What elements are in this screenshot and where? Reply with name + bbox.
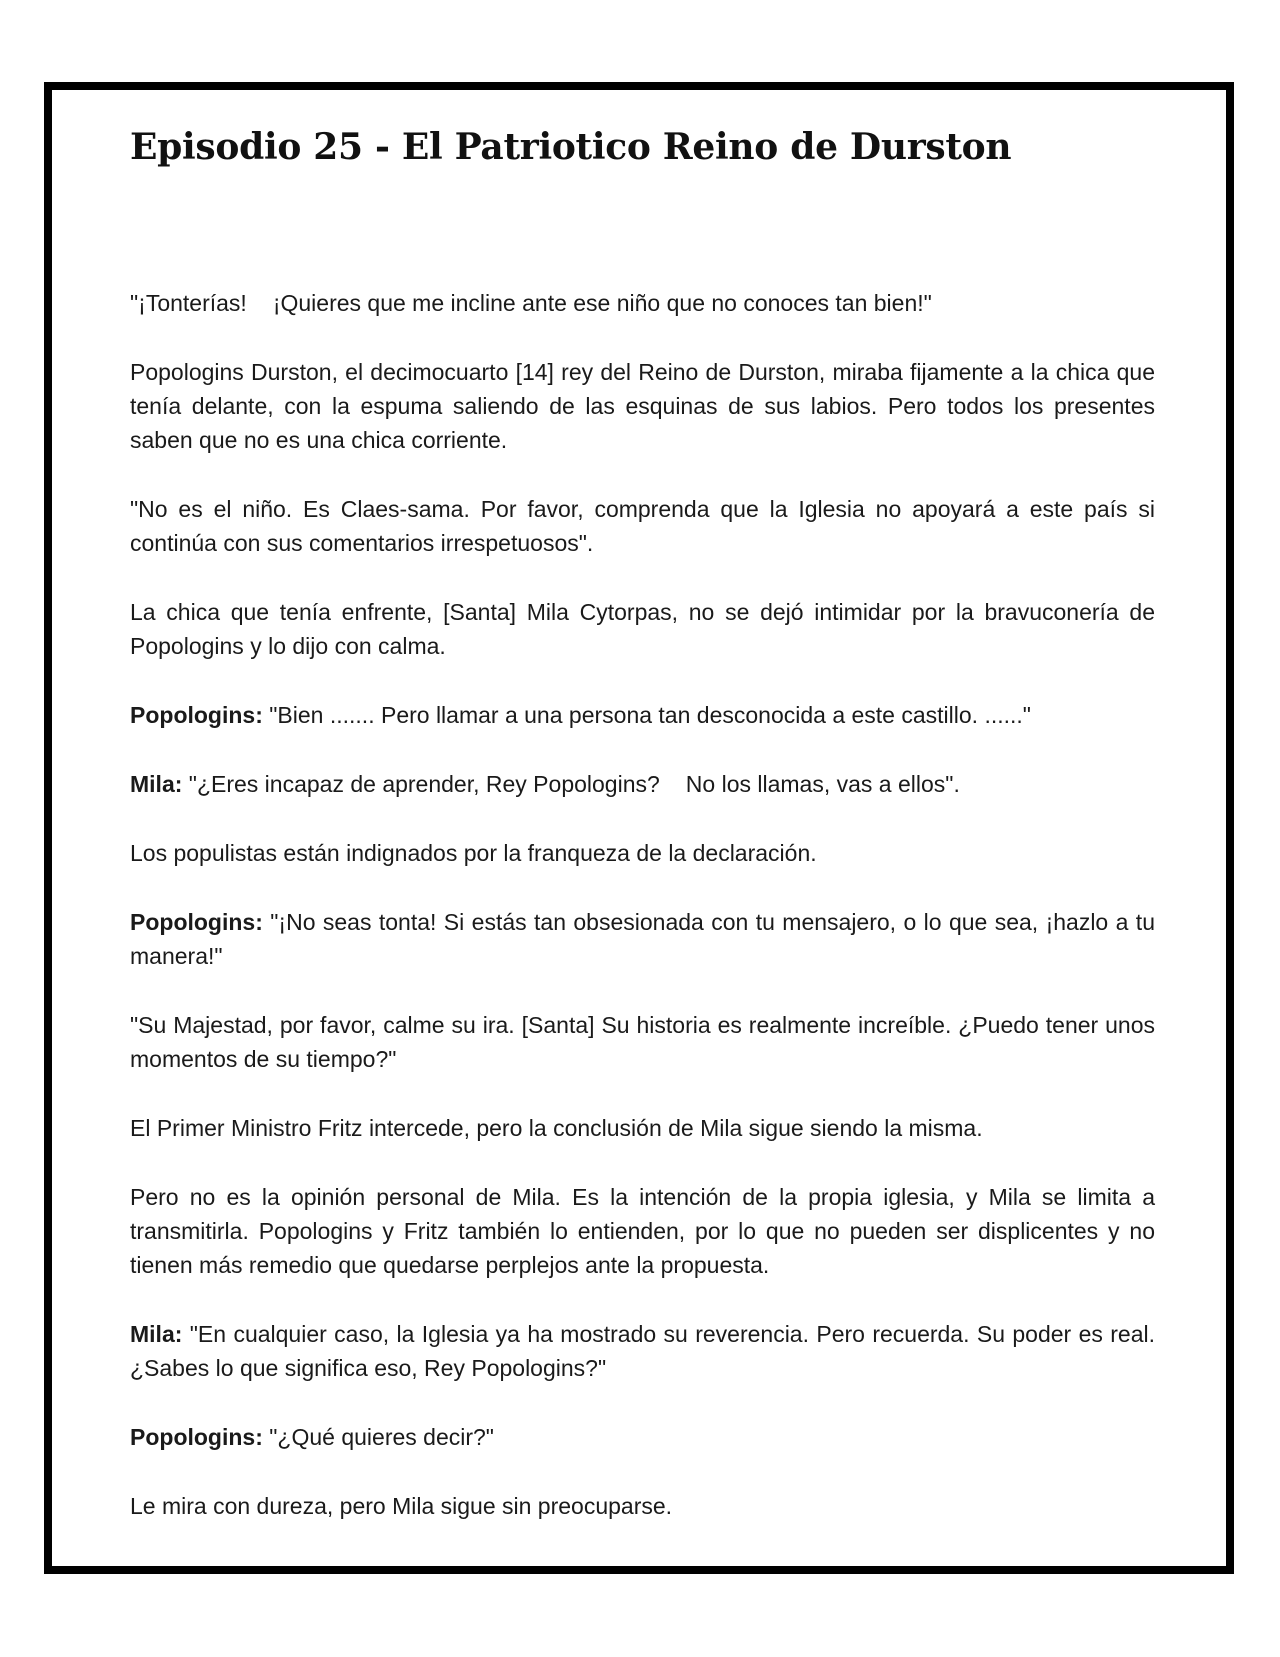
paragraph: "No es el niño. Es Claes-sama. Por favor, comprenda que la Iglesia no apoyará a este país si continúa con sus comentarios irrespetuosos".	[130, 496, 1155, 556]
dialogue-paragraph	[130, 767, 1155, 801]
dialogue-text: "En cualquier caso, la Iglesia ya ha mostrado su reverencia. Pero recuerda. Su poder es real. ¿Sabes lo que significa eso, Rey Popologins?"	[130, 1321, 1155, 1381]
speaker-name: Popologins:	[130, 702, 263, 728]
page-frame	[44, 82, 1234, 1574]
dialogue-paragraph	[130, 698, 1155, 732]
episode-title: Episodio 25 - El Patriotico Reino de Durston	[130, 126, 1012, 168]
paragraph: La chica que tenía enfrente, [Santa] Mila Cytorpas, no se dejó intimidar por la bravuconería de Popologins y lo dijo con calma.	[130, 599, 1155, 659]
paragraph-text-continued: ¡Quieres que me incline ante ese niño que no conoces tan bien!"	[272, 290, 932, 316]
paragraph-text: "¡Tonterías!	[130, 290, 247, 316]
speaker-name: Popologins:	[130, 909, 263, 935]
paragraph: Le mira con dureza, pero Mila sigue sin preocuparse.	[130, 1493, 673, 1519]
dialogue-text: "Bien ....... Pero llamar a una persona tan desconocida a este castillo. ......"	[262, 702, 1031, 728]
dialogue-text-continued: No los llamas, vas a ellos".	[685, 771, 960, 797]
paragraph	[130, 286, 1155, 320]
speaker-name: Popologins:	[130, 1424, 263, 1450]
story-body	[130, 286, 1155, 1523]
paragraph: Popologins Durston, el decimocuarto [14] rey del Reino de Durston, miraba fijamente a la chica que tenía delante, con la espuma saliendo de las esquinas de sus labios. Pero todos los presentes saben que no es una chica corriente.	[130, 359, 1155, 453]
dialogue-paragraph	[130, 905, 1155, 973]
dialogue-text: "¿Qué quieres decir?"	[262, 1424, 494, 1450]
paragraph: El Primer Ministro Fritz intercede, pero la conclusión de Mila sigue siendo la misma.	[130, 1115, 983, 1141]
dialogue-paragraph	[130, 1420, 1155, 1454]
paragraph: Pero no es la opinión personal de Mila. Es la intención de la propia iglesia, y Mila se limita a transmitirla. Popologins y Fritz también lo entienden, por lo que no pueden ser displicentes y no tienen más remedio que quedarse perplejos ante la propuesta.	[130, 1184, 1155, 1278]
speaker-name: Mila:	[130, 1321, 183, 1347]
paragraph: Los populistas están indignados por la franqueza de la declaración.	[130, 840, 817, 866]
paragraph: "Su Majestad, por favor, calme su ira. [Santa] Su historia es realmente increíble. ¿Puedo tener unos momentos de su tiempo?"	[130, 1012, 1155, 1072]
dialogue-text: "¡No seas tonta! Si estás tan obsesionada con tu mensajero, o lo que sea, ¡hazlo a tu manera!"	[130, 909, 1155, 969]
speaker-name: Mila:	[130, 771, 183, 797]
dialogue-text: "¿Eres incapaz de aprender, Rey Popologins?	[182, 771, 660, 797]
dialogue-paragraph	[130, 1317, 1155, 1385]
